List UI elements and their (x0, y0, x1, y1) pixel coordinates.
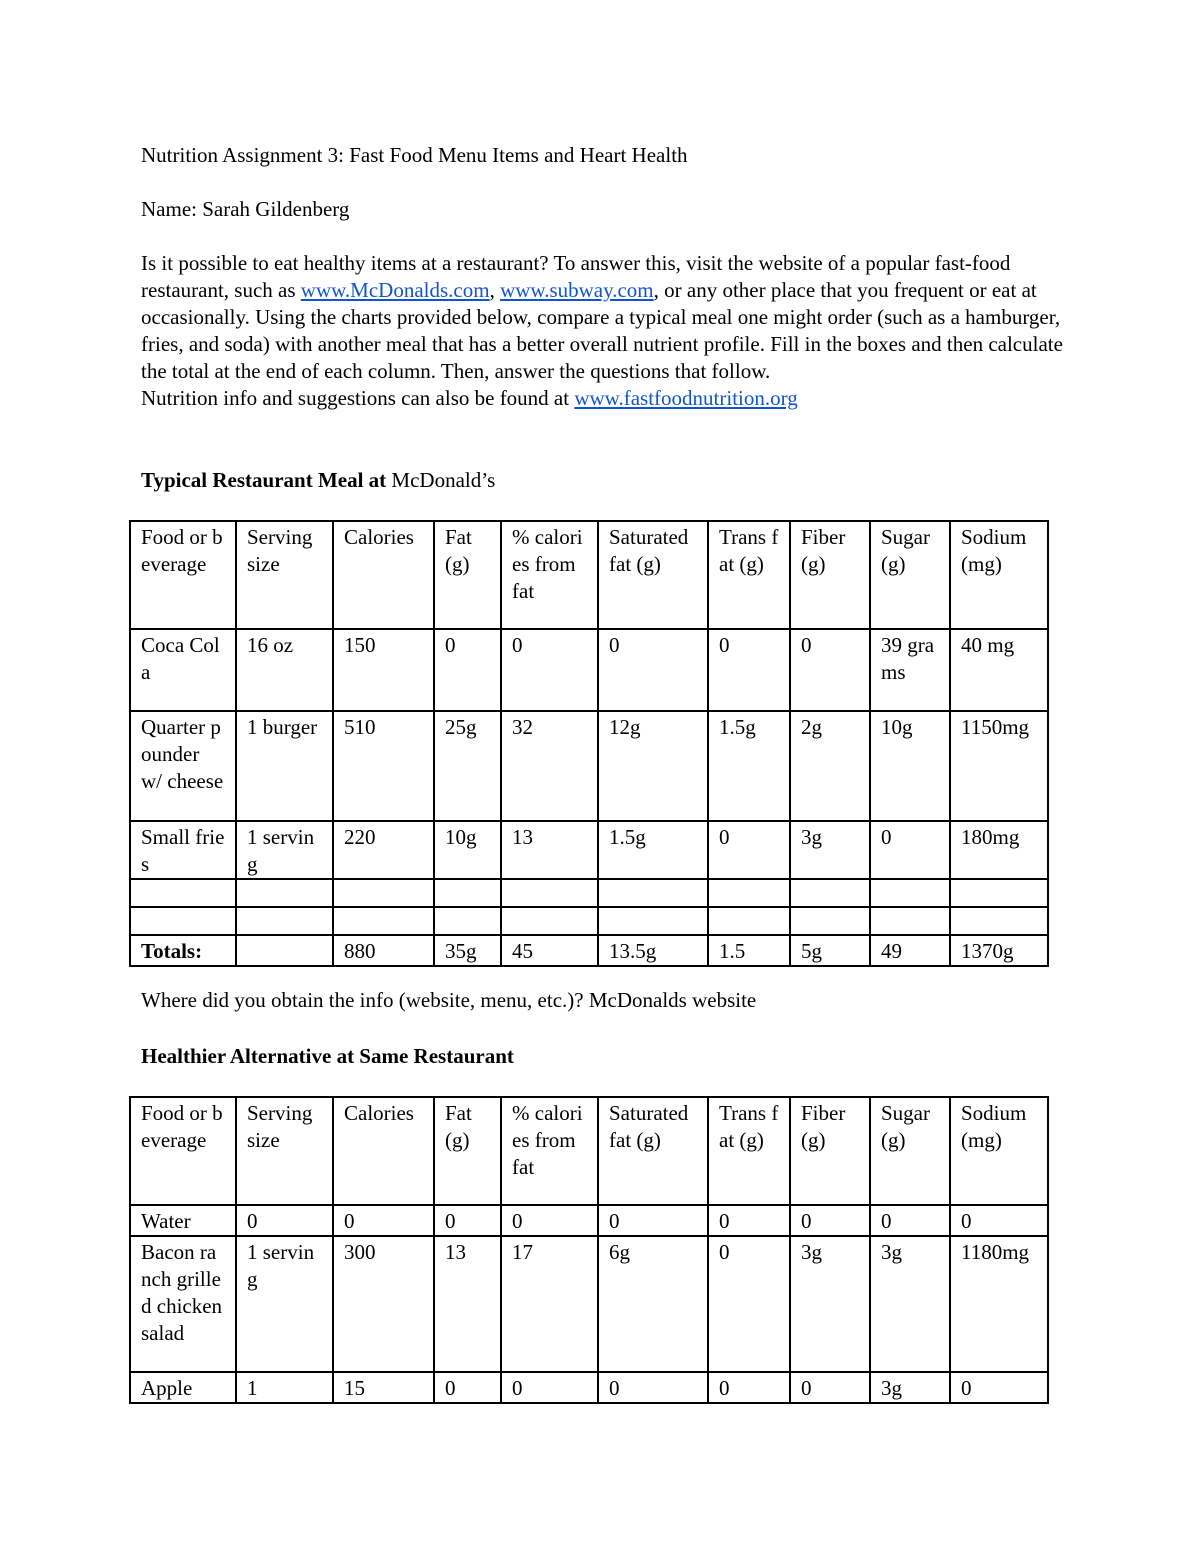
typical-meal-cell (950, 879, 1048, 907)
healthier-meal-cell: 17 (501, 1236, 598, 1372)
typical-meal-cell: 3g (790, 821, 870, 879)
typical-meal-cell: 16 oz (236, 629, 333, 711)
healthier-meal-cell: 0 (236, 1205, 333, 1236)
healthier-meal-table (129, 1096, 1049, 1404)
typical-meal-cell (434, 907, 501, 935)
healthier-meal-cell: 0 (708, 1205, 790, 1236)
student-name-line: Name: Sarah Gildenberg (141, 197, 350, 221)
typical-meal-cell: 0 (708, 629, 790, 711)
healthier-meal-row (130, 1372, 1048, 1403)
typical-meal-cell (790, 879, 870, 907)
healthier-meal-cell: 0 (501, 1205, 598, 1236)
healthier-meal-cell: Saturated fat (g) (598, 1097, 708, 1205)
typical-meal-cell: 1.5g (598, 821, 708, 879)
intro-text-2: , or any other place that you frequent or eat at occasionally. Using the charts provided below, compare a typical meal one might order (such as a hamburger, fries, and soda) with another meal that has a better overall nutrient profile. Fill in the boxes and then calculate the total at the end of each column. Then, answer the questions that follow. (141, 278, 1063, 383)
typical-meal-cell: 1.5 (708, 935, 790, 966)
healthier-meal-cell: Sodium (mg) (950, 1097, 1048, 1205)
typical-meal-cell (333, 879, 434, 907)
fastfoodnutrition-link[interactable]: www.fastfoodnutrition.org (574, 386, 798, 410)
typical-meal-cell: Small fries (130, 821, 236, 879)
typical-meal-cell (434, 879, 501, 907)
healthier-meal-cell: Bacon ranch grilled chicken salad (130, 1236, 236, 1372)
typical-meal-cell: 1 serving (236, 821, 333, 879)
typical-meal-cell: 25g (434, 711, 501, 821)
typical-meal-row (130, 629, 1048, 711)
healthier-meal-cell: 0 (598, 1372, 708, 1403)
healthier-meal-cell: 0 (708, 1372, 790, 1403)
typical-meal-cell: 49 (870, 935, 950, 966)
healthier-meal-row (130, 1205, 1048, 1236)
healthier-meal-header-row (130, 1097, 1048, 1205)
typical-meal-cell: Sugar (g) (870, 521, 950, 629)
typical-meal-cell: Calories (333, 521, 434, 629)
typical-meal-cell: Sodium (mg) (950, 521, 1048, 629)
healthier-meal-cell: 0 (501, 1372, 598, 1403)
healthier-meal-cell: 3g (870, 1372, 950, 1403)
typical-meal-cell: 0 (501, 629, 598, 711)
section2-heading-bold: Healthier Alternative at Same Restaurant (141, 1044, 514, 1068)
typical-meal-cell: 35g (434, 935, 501, 966)
typical-meal-cell (598, 879, 708, 907)
healthier-meal-cell: 0 (870, 1205, 950, 1236)
typical-meal-cell: 2g (790, 711, 870, 821)
intro-text-1: Is it possible to eat healthy items at a restaurant? To answer this, visit the website of a popular fast-food restaurant, such as (141, 251, 1011, 302)
healthier-meal-cell: Fiber (g) (790, 1097, 870, 1205)
typical-meal-cell: Quarter pounder w/ cheese (130, 711, 236, 821)
typical-meal-cell (236, 879, 333, 907)
typical-meal-cell: 10g (434, 821, 501, 879)
healthier-meal-row (130, 1236, 1048, 1372)
subway-link[interactable]: www.subway.com (500, 278, 654, 302)
typical-meal-cell (870, 879, 950, 907)
healthier-meal-cell: 0 (950, 1372, 1048, 1403)
typical-meal-cell: 0 (434, 629, 501, 711)
typical-meal-cell: 220 (333, 821, 434, 879)
typical-meal-cell: 1150mg (950, 711, 1048, 821)
healthier-meal-cell: 300 (333, 1236, 434, 1372)
typical-meal-cell: 13 (501, 821, 598, 879)
section1-heading (141, 467, 495, 494)
typical-meal-cell: 5g (790, 935, 870, 966)
typical-meal-cell (790, 907, 870, 935)
typical-meal-cell: 0 (708, 821, 790, 879)
typical-meal-cell: Trans fat (g) (708, 521, 790, 629)
healthier-meal-cell: Water (130, 1205, 236, 1236)
typical-meal-cell: 10g (870, 711, 950, 821)
typical-meal-header-row (130, 521, 1048, 629)
section1-heading-bold: Typical Restaurant Meal at (141, 468, 387, 492)
typical-meal-cell: Coca Cola (130, 629, 236, 711)
healthier-meal-cell: 15 (333, 1372, 434, 1403)
typical-meal-cell (598, 907, 708, 935)
mcdonalds-link[interactable]: www.McDonalds.com (300, 278, 490, 302)
healthier-meal-cell: 0 (790, 1205, 870, 1236)
typical-meal-cell: 1370g (950, 935, 1048, 966)
document-title: Nutrition Assignment 3: Fast Food Menu Items and Heart Health (141, 143, 688, 167)
healthier-meal-cell: % calories from fat (501, 1097, 598, 1205)
typical-meal-row (130, 907, 1048, 935)
typical-meal-cell: 180mg (950, 821, 1048, 879)
intro-paragraph (141, 250, 1071, 412)
typical-meal-cell: 32 (501, 711, 598, 821)
typical-meal-cell (501, 907, 598, 935)
typical-meal-cell (130, 907, 236, 935)
typical-meal-cell: Food or beverage (130, 521, 236, 629)
typical-meal-cell (333, 907, 434, 935)
typical-meal-cell (130, 879, 236, 907)
typical-meal-cell: Saturated fat (g) (598, 521, 708, 629)
typical-meal-cell (501, 879, 598, 907)
typical-meal-cell (236, 907, 333, 935)
healthier-meal-cell: 0 (434, 1205, 501, 1236)
typical-meal-totals-row (130, 935, 1048, 966)
healthier-meal-cell: Trans fat (g) (708, 1097, 790, 1205)
typical-meal-cell: Serving size (236, 521, 333, 629)
typical-meal-row (130, 821, 1048, 879)
typical-meal-cell: 0 (598, 629, 708, 711)
typical-meal-cell (236, 935, 333, 966)
healthier-meal-cell: 13 (434, 1236, 501, 1372)
healthier-meal-cell: 3g (790, 1236, 870, 1372)
healthier-meal-cell: 0 (708, 1236, 790, 1372)
healthier-meal-cell: Apple (130, 1372, 236, 1403)
typical-meal-cell: 12g (598, 711, 708, 821)
healthier-meal-cell: 6g (598, 1236, 708, 1372)
healthier-meal-cell: 1 serving (236, 1236, 333, 1372)
healthier-meal-cell: Food or beverage (130, 1097, 236, 1205)
healthier-meal-cell: 1180mg (950, 1236, 1048, 1372)
typical-meal-cell: 13.5g (598, 935, 708, 966)
healthier-meal-cell: 3g (870, 1236, 950, 1372)
typical-meal-cell (950, 907, 1048, 935)
section1-heading-restaurant: McDonald’s (386, 468, 496, 492)
healthier-meal-cell: 0 (598, 1205, 708, 1236)
typical-meal-cell: 880 (333, 935, 434, 966)
typical-meal-cell: 1 burger (236, 711, 333, 821)
typical-meal-cell: % calories from fat (501, 521, 598, 629)
healthier-meal-cell: Fat (g) (434, 1097, 501, 1205)
typical-meal-row (130, 879, 1048, 907)
typical-meal-row (130, 711, 1048, 821)
info-source-line: Where did you obtain the info (website, menu, etc.)? McDonalds website (141, 988, 757, 1012)
typical-meal-cell: Fat (g) (434, 521, 501, 629)
typical-meal-cell: 1.5g (708, 711, 790, 821)
healthier-meal-cell: Serving size (236, 1097, 333, 1205)
typical-meal-cell (708, 879, 790, 907)
typical-meal-cell (870, 907, 950, 935)
healthier-meal-cell: 1 (236, 1372, 333, 1403)
typical-meal-cell (708, 907, 790, 935)
intro-separator: , (489, 278, 501, 302)
healthier-meal-cell: 0 (434, 1372, 501, 1403)
healthier-meal-cell: Calories (333, 1097, 434, 1205)
section2-heading (141, 1043, 514, 1070)
typical-meal-cell: 0 (790, 629, 870, 711)
typical-meal-cell: 150 (333, 629, 434, 711)
healthier-meal-cell: 0 (333, 1205, 434, 1236)
typical-meal-cell: 39 grams (870, 629, 950, 711)
intro-text-3: Nutrition info and suggestions can also be found at (141, 386, 575, 410)
typical-meal-cell: Totals: (130, 935, 236, 966)
typical-meal-cell: 0 (870, 821, 950, 879)
healthier-meal-cell: Sugar (g) (870, 1097, 950, 1205)
typical-meal-cell: 510 (333, 711, 434, 821)
healthier-meal-cell: 0 (950, 1205, 1048, 1236)
typical-meal-cell: 45 (501, 935, 598, 966)
typical-meal-cell: Fiber (g) (790, 521, 870, 629)
healthier-meal-cell: 0 (790, 1372, 870, 1403)
typical-meal-cell: 40 mg (950, 629, 1048, 711)
typical-meal-table (129, 520, 1049, 967)
